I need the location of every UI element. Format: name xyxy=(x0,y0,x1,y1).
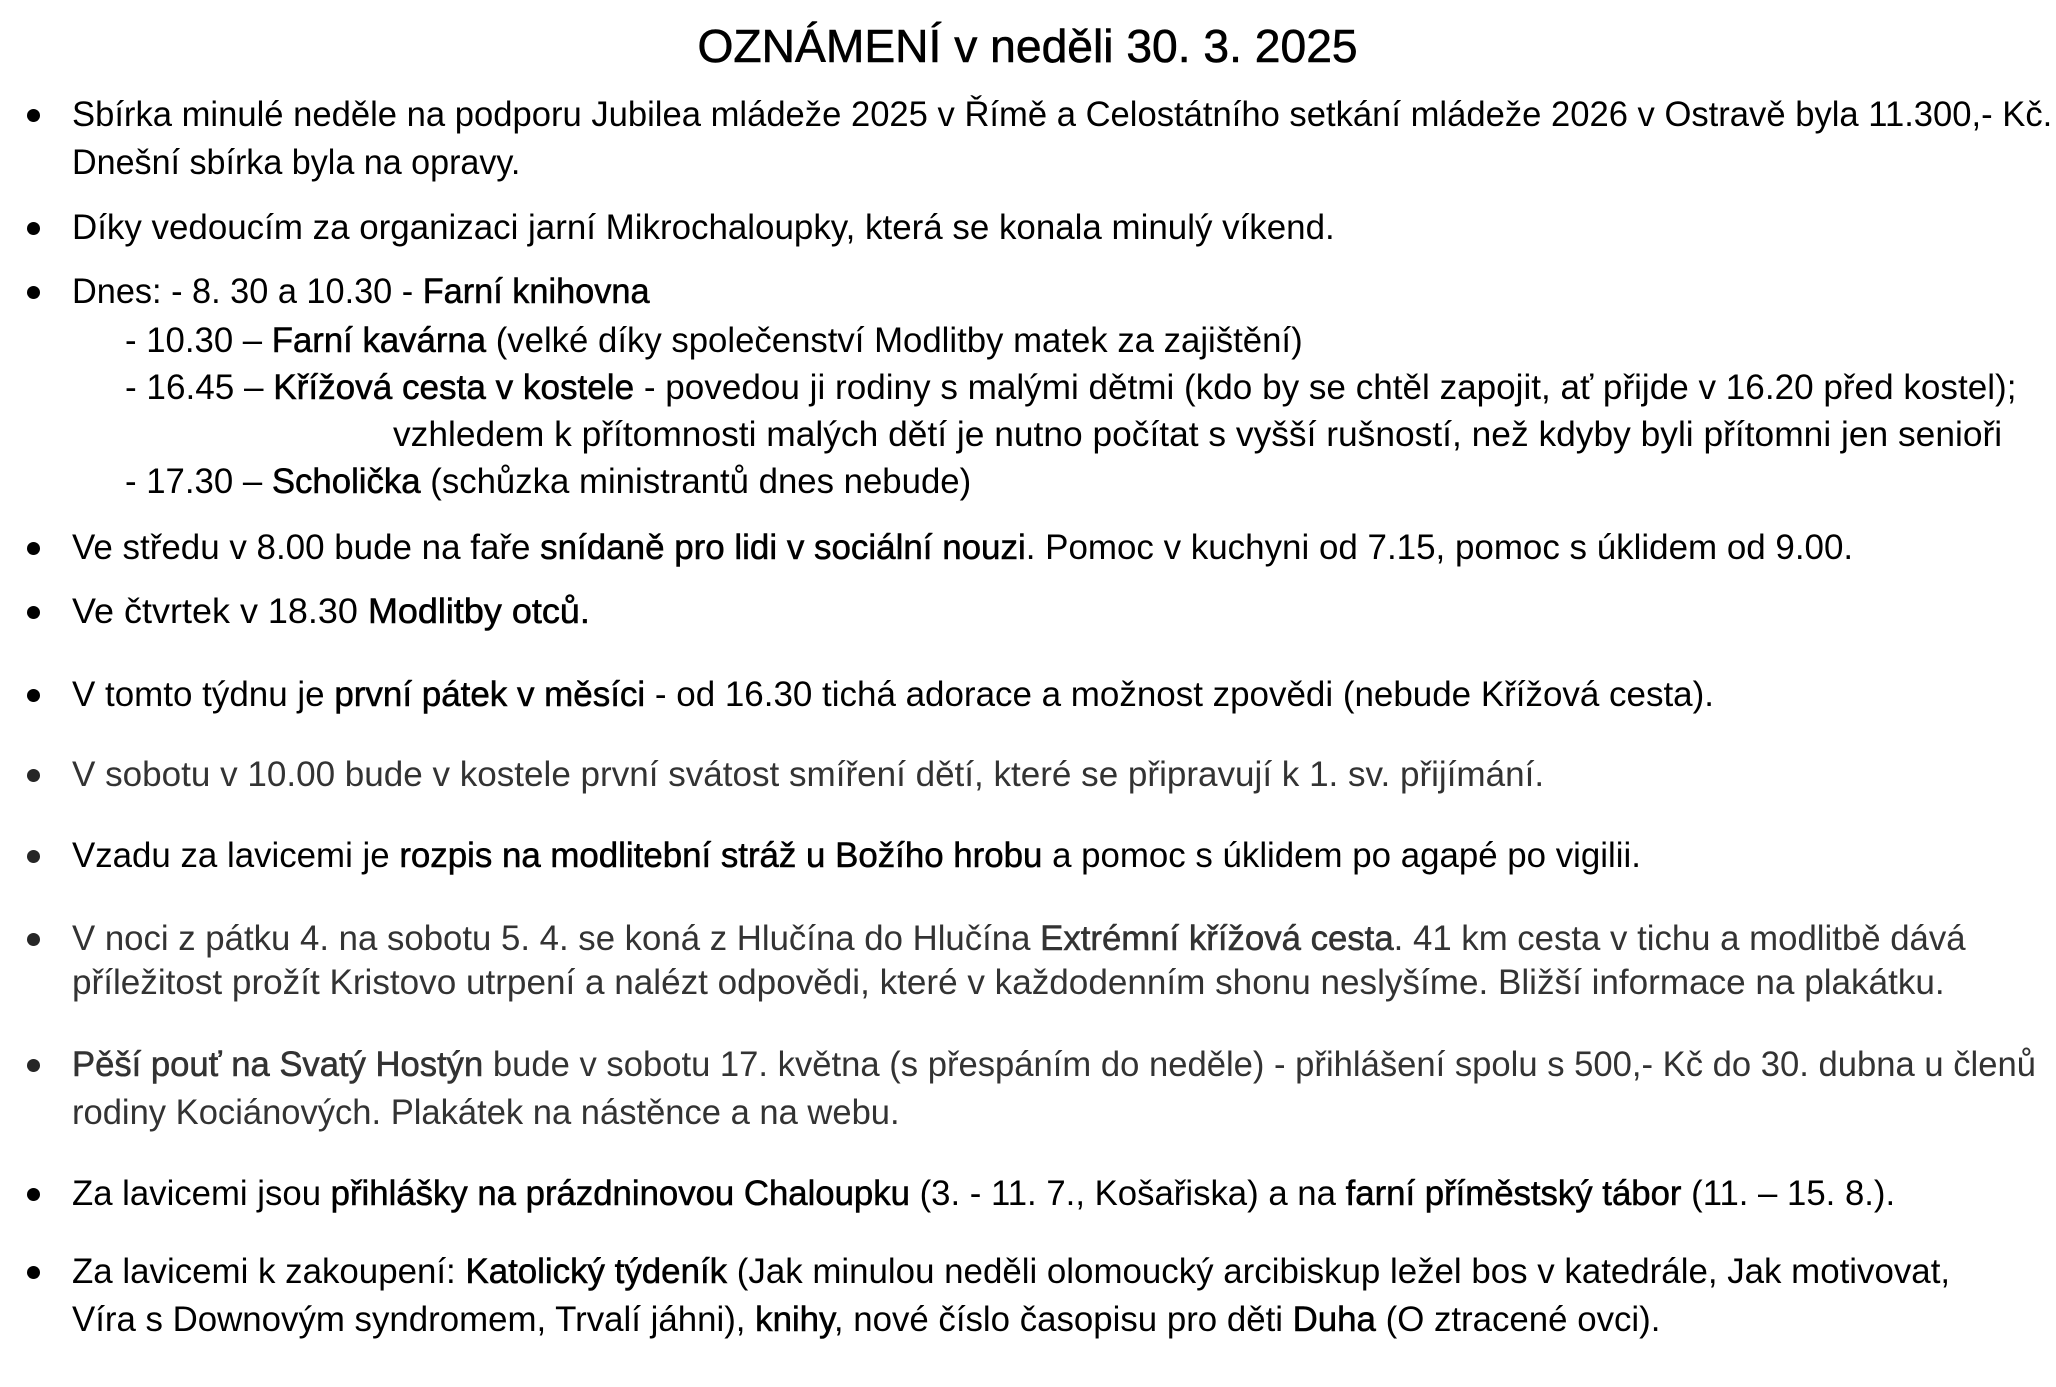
bullet-icon xyxy=(27,109,40,122)
item-1-line-2 xyxy=(72,141,520,185)
text-segment: V sobotu v 10.00 bude v kostele první svátost smíření dětí, které se připravují k 1. sv. přijímání. xyxy=(72,755,1545,794)
item-10-line-1 xyxy=(72,1043,2036,1087)
title-text: OZNÁMENÍ v neděli 30. 3. 2025 xyxy=(697,20,1359,72)
text-segment: rodiny Kociánových. Plakátek na nástěnce a na webu. xyxy=(72,1093,900,1132)
text-segment: bude v sobotu 17. května (s přespáním do neděle) - přihlášení spolu s 500,- Kč do 30. dubna u členů xyxy=(483,1045,2036,1084)
item-6-line-1 xyxy=(72,673,1714,717)
text-segment: , nové číslo časopisu pro děti xyxy=(833,1300,1293,1339)
emphasis-text: Farní kavárna xyxy=(271,321,487,360)
text-segment: (schůzka ministrantů dnes nebude) xyxy=(420,462,972,501)
text-segment: (O ztracené ovci). xyxy=(1375,1300,1661,1339)
bullet-icon xyxy=(27,606,40,619)
bullet-icon xyxy=(27,1188,40,1201)
bullet-icon xyxy=(27,222,40,235)
item-3-line-4 xyxy=(393,413,2002,457)
text-segment: - 16.45 – xyxy=(125,368,274,407)
text-segment: - povedou ji rodiny s malými dětmi (kdo by se chtěl zapojit, ať přijde v 16.20 před kostel); xyxy=(634,368,2017,407)
text-segment: V noci z pátku 4. na sobotu 5. 4. se koná z Hlučína do Hlučína xyxy=(72,919,1041,958)
emphasis-text: Farní knihovna xyxy=(422,272,650,311)
emphasis-text: snídaně pro lidi v sociální nouzi xyxy=(540,528,1026,567)
item-10-line-2 xyxy=(72,1091,900,1135)
text-segment: Dnešní sbírka byla na opravy. xyxy=(72,143,521,182)
text-segment: - od 16.30 tichá adorace a možnost zpovědi (nebude Křížová cesta). xyxy=(645,675,1714,714)
emphasis-text: Scholička xyxy=(271,462,421,501)
bullet-icon xyxy=(27,689,40,702)
item-3-line-1 xyxy=(72,270,650,314)
emphasis-text: první pátek v měsíci xyxy=(334,675,646,714)
text-segment: - 10.30 – xyxy=(125,321,272,360)
text-segment: (3. - 11. 7., Košařiska) a na xyxy=(909,1174,1346,1213)
emphasis-text: Extrémní křížová cesta xyxy=(1040,919,1394,958)
text-segment: Sbírka minulé neděle na podporu Jubilea mládeže 2025 v Římě a Celostátního setkání mládeže 2026 v Ostravě byla 11.300,- Kč. xyxy=(72,95,2053,134)
text-segment: a pomoc s úklidem po agapé po vigilii. xyxy=(1042,836,1641,875)
text-segment: Ve středu v 8.00 bude na faře xyxy=(72,528,541,567)
text-segment: (11. – 15. 8.). xyxy=(1681,1174,1896,1213)
item-12-line-2 xyxy=(72,1298,1660,1342)
text-segment: . 41 km cesta v tichu a modlitbě dává xyxy=(1393,919,1966,958)
text-segment: Díky vedoucím za organizaci jarní Mikrochaloupky, která se konala minulý víkend. xyxy=(72,208,1335,247)
text-segment: vzhledem k přítomnosti malých dětí je nutno počítat s vyšší rušností, než kdyby byli přítomni jen senioři xyxy=(393,415,2003,454)
text-segment: (velké díky společenství Modlitby matek za zajištění) xyxy=(486,321,1303,360)
text-segment: Vzadu za lavicemi je xyxy=(72,836,400,875)
emphasis-text: Katolický týdeník xyxy=(465,1252,728,1291)
text-segment: Za lavicemi jsou xyxy=(72,1174,331,1213)
item-3-line-2 xyxy=(125,319,1303,363)
emphasis-text: Pěší pouť na Svatý Hostýn xyxy=(72,1045,484,1084)
bullet-icon xyxy=(27,1059,40,1072)
item-4-line-1 xyxy=(72,526,1853,570)
item-3-line-5 xyxy=(125,460,971,504)
item-5-line-1 xyxy=(72,590,590,634)
text-segment: V tomto týdnu je xyxy=(72,675,335,714)
page-title xyxy=(0,18,2056,74)
emphasis-text: Modlitby otců. xyxy=(367,592,590,631)
bullet-icon xyxy=(27,850,40,863)
text-segment: Ve čtvrtek v 18.30 xyxy=(72,592,368,631)
bullet-icon xyxy=(27,286,40,299)
bullet-icon xyxy=(27,769,40,782)
text-segment: - 17.30 – xyxy=(125,462,272,501)
text-segment: . Pomoc v kuchyni od 7.15, pomoc s úklidem od 9.00. xyxy=(1025,528,1854,567)
item-2-line-1 xyxy=(72,206,1335,250)
item-12-line-1 xyxy=(72,1250,1950,1294)
item-1-line-1 xyxy=(72,93,2052,137)
emphasis-text: přihlášky na prázdninovou Chaloupku xyxy=(330,1174,910,1213)
item-7-line-1 xyxy=(72,753,1544,797)
text-segment: Víra s Downovým syndromem, Trvalí jáhni), xyxy=(72,1300,756,1339)
bullet-icon xyxy=(27,1266,40,1279)
emphasis-text: knihy xyxy=(755,1300,834,1339)
item-3-line-3 xyxy=(125,366,2016,410)
bullet-icon xyxy=(27,933,40,946)
text-segment: Za lavicemi k zakoupení: xyxy=(72,1252,466,1291)
item-11-line-1 xyxy=(72,1172,1895,1216)
bullet-icon xyxy=(27,542,40,555)
item-9-line-2 xyxy=(72,961,1945,1005)
emphasis-text: rozpis na modlitební stráž u Božího hrobu xyxy=(399,836,1043,875)
emphasis-text: farní příměstský tábor xyxy=(1345,1174,1682,1213)
text-segment: příležitost prožít Kristovo utrpení a nalézt odpovědi, které v každodenním shonu neslyšíme. Bližší informace na plakátku. xyxy=(72,963,1945,1002)
text-segment: (Jak minulou neděli olomoucký arcibiskup ležel bos v katedrále, Jak motivovat, xyxy=(727,1252,1951,1291)
item-9-line-1 xyxy=(72,917,1966,961)
emphasis-text: Duha xyxy=(1292,1300,1376,1339)
emphasis-text: Křížová cesta v kostele xyxy=(273,368,635,407)
item-8-line-1 xyxy=(72,834,1641,878)
text-segment: Dnes: - 8. 30 a 10.30 - xyxy=(72,272,423,311)
